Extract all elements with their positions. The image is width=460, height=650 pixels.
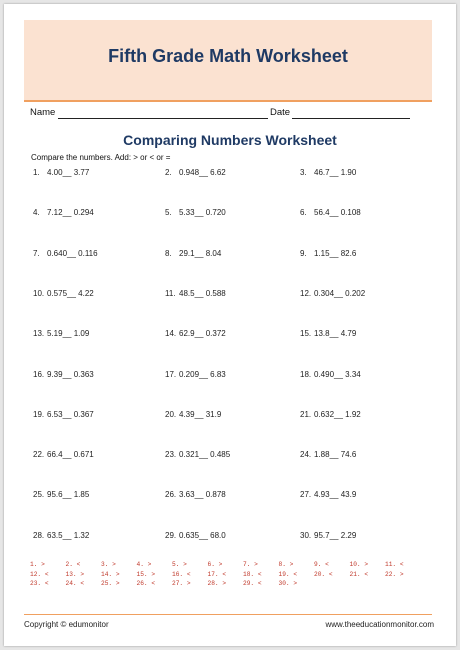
- problem-number: 16.: [33, 369, 45, 379]
- problem-number: 25.: [33, 490, 45, 500]
- problem-item: [300, 249, 426, 260]
- problem-expression: 0.635__ 68.0: [179, 530, 226, 540]
- problem-expression: 4.93__ 43.9: [314, 490, 357, 500]
- problem-expression: 1.88__ 74.6: [314, 450, 357, 460]
- problem-number: 26.: [165, 490, 177, 500]
- problem-expression: 0.304__ 0.202: [314, 288, 366, 298]
- problem-item: [300, 168, 426, 179]
- problem-number: 6.: [300, 208, 307, 218]
- problem-item: [300, 208, 426, 219]
- problem-item: [165, 410, 291, 421]
- problem-expression: 5.33__ 0.720: [179, 208, 226, 218]
- problem-expression: 3.63__ 0.878: [179, 490, 226, 500]
- footer-divider: [24, 614, 432, 615]
- problem-item: [33, 450, 159, 461]
- problem-item: [300, 450, 426, 461]
- name-label: Name: [30, 107, 56, 118]
- problem-item: [300, 370, 426, 381]
- answer-key-item: 18. <: [243, 570, 262, 578]
- problem-expression: 1.15__ 82.6: [314, 248, 357, 258]
- problem-number: 13.: [33, 329, 45, 339]
- problem-expression: 48.5__ 0.588: [179, 288, 226, 298]
- date-line: [292, 118, 410, 119]
- problem-expression: 13.8__ 4.79: [314, 329, 357, 339]
- problem-expression: 29.1__ 8.04: [179, 248, 222, 258]
- answer-key-item: 11. <: [385, 561, 404, 568]
- problem-item: [165, 490, 291, 501]
- problem-number: 11.: [165, 288, 176, 298]
- answer-key-item: 13. >: [65, 570, 85, 578]
- answer-key-item: 27. >: [172, 580, 191, 587]
- answer-key-item: 20. <: [314, 570, 333, 578]
- answer-key-item: 15. >: [136, 570, 156, 578]
- problem-expression: 6.53__ 0.367: [47, 409, 94, 419]
- problem-number: 8.: [165, 248, 172, 258]
- problem-item: [300, 289, 426, 300]
- answer-key-item: 14. >: [101, 570, 120, 578]
- name-date-row: [30, 107, 430, 121]
- worksheet-title: Fifth Grade Math Worksheet: [108, 46, 348, 66]
- problem-number: 12.: [300, 288, 312, 298]
- problem-number: 24.: [300, 450, 312, 460]
- answer-key-item: 19. <: [278, 570, 298, 578]
- answer-key-item: 2. <: [65, 561, 81, 568]
- answer-key-item: 24. <: [65, 580, 85, 587]
- answer-key-item: 22. >: [385, 570, 404, 578]
- problem-expression: 95.7__ 2.29: [314, 530, 357, 540]
- problem-number: 27.: [300, 490, 312, 500]
- problem-item: [33, 208, 159, 219]
- problem-number: 2.: [165, 168, 172, 177]
- problem-expression: 4.00__ 3.77: [47, 168, 90, 177]
- problem-number: 21.: [300, 409, 312, 419]
- problem-expression: 0.209__ 6.83: [179, 369, 226, 379]
- problem-item: [300, 329, 426, 340]
- problem-number: 30.: [300, 530, 312, 540]
- answer-key-item: 3. >: [101, 561, 116, 568]
- problem-item: [300, 490, 426, 501]
- problem-expression: 95.6__ 1.85: [47, 490, 90, 500]
- problem-number: 7.: [33, 248, 40, 258]
- problem-number: 15.: [300, 329, 312, 339]
- problem-item: [300, 410, 426, 421]
- problem-expression: 63.5__ 1.32: [47, 530, 90, 540]
- problem-expression: 0.640__ 0.116: [47, 248, 98, 258]
- answer-key-item: 4. >: [136, 561, 152, 568]
- problem-number: 18.: [300, 369, 312, 379]
- problem-item: [33, 289, 159, 300]
- answer-key-item: 7. >: [243, 561, 258, 568]
- problem-number: 19.: [33, 409, 45, 419]
- problem-item: [165, 168, 291, 179]
- problem-item: [33, 370, 159, 381]
- problem-item: [165, 531, 291, 542]
- website-text: www.theeducationmonitor.com: [325, 620, 434, 629]
- problem-number: 22.: [33, 450, 45, 460]
- problem-expression: 62.9__ 0.372: [179, 329, 226, 339]
- name-line: [58, 118, 268, 119]
- problem-item: [165, 289, 291, 300]
- problem-item: [33, 249, 159, 260]
- date-label: Date: [270, 107, 291, 118]
- problem-expression: 0.575__ 4.22: [47, 288, 94, 298]
- title-banner: [24, 20, 432, 102]
- problem-number: 23.: [165, 450, 177, 460]
- answer-key-item: 29. <: [243, 580, 262, 587]
- problem-number: 10.: [33, 288, 45, 298]
- problem-item: [165, 208, 291, 219]
- answer-key-item: 25. >: [101, 580, 120, 587]
- problem-expression: 46.7__ 1.90: [314, 168, 357, 177]
- problem-expression: 0.321__ 0.485: [179, 450, 231, 460]
- problem-expression: 7.12__ 0.294: [47, 208, 94, 218]
- problem-item: [33, 329, 159, 340]
- problem-expression: 4.39__ 31.9: [179, 409, 222, 419]
- problem-item: [300, 531, 426, 542]
- answer-key-item: 26. <: [136, 580, 156, 587]
- answer-key-item: 23. <: [30, 580, 49, 587]
- problem-number: 1.: [33, 168, 40, 177]
- answer-key-item: 30. >: [278, 580, 298, 587]
- answer-key-item: 1. >: [30, 561, 45, 568]
- problem-expression: 66.4__ 0.671: [47, 450, 94, 460]
- problem-item: [165, 329, 291, 340]
- problem-number: 5.: [165, 208, 172, 218]
- problem-item: [165, 249, 291, 260]
- instructions-text: Compare the numbers. Add: > or < or =: [31, 153, 171, 162]
- problem-number: 14.: [165, 329, 177, 339]
- problem-expression: 0.490__ 3.34: [314, 369, 361, 379]
- answer-key-item: 12. <: [30, 570, 49, 578]
- problem-number: 4.: [33, 208, 40, 218]
- problem-expression: 0.632__ 1.92: [314, 409, 361, 419]
- problem-expression: 9.39__ 0.363: [47, 369, 94, 379]
- answer-key-item: 16. <: [172, 570, 191, 578]
- worksheet-subtitle: Comparing Numbers Worksheet: [123, 132, 337, 148]
- problem-expression: 5.19__ 1.09: [47, 329, 90, 339]
- answer-key-item: 21. <: [349, 570, 369, 578]
- problem-number: 28.: [33, 530, 45, 540]
- problem-item: [165, 450, 291, 461]
- answer-key-item: 17. <: [207, 570, 227, 578]
- answer-key-item: 28. >: [207, 580, 227, 587]
- answer-key-item: 6. >: [207, 561, 223, 568]
- problem-number: 3.: [300, 168, 307, 177]
- problem-number: 9.: [300, 248, 307, 258]
- problem-item: [33, 490, 159, 501]
- answer-key-item: 8. >: [278, 561, 294, 568]
- problem-number: 20.: [165, 409, 177, 419]
- answer-key-item: 10. >: [349, 561, 369, 568]
- problem-item: [165, 370, 291, 381]
- problem-item: [33, 410, 159, 421]
- problem-item: [33, 168, 159, 179]
- answer-key-item: 5. >: [172, 561, 187, 568]
- problem-expression: 56.4__ 0.108: [314, 208, 361, 218]
- problem-expression: 0.948__ 6.62: [179, 168, 226, 177]
- answer-key-item: 9. <: [314, 561, 329, 568]
- problem-item: [33, 531, 159, 542]
- problem-number: 17.: [165, 369, 177, 379]
- problem-number: 29.: [165, 530, 177, 540]
- copyright-text: Copyright © edumonitor: [24, 620, 109, 629]
